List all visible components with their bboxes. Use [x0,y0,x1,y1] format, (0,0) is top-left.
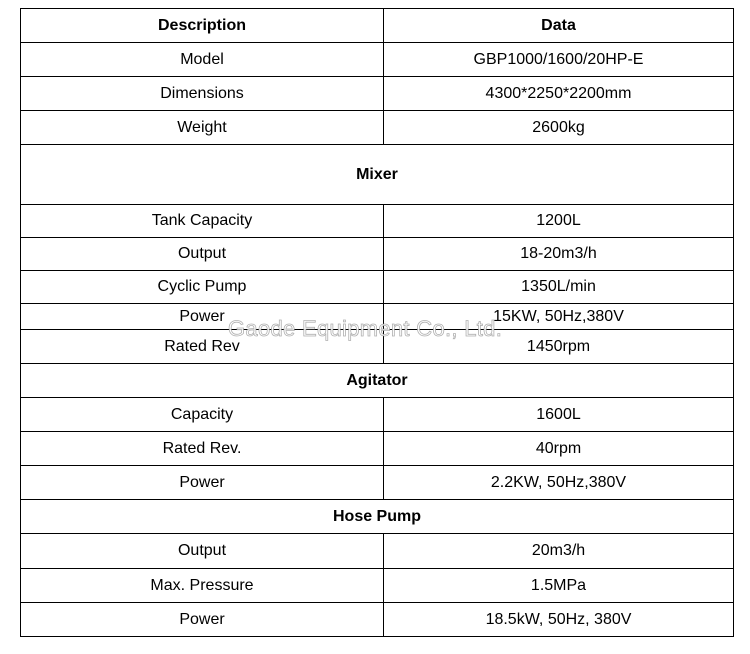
table-row [21,111,734,145]
table-row [21,398,734,432]
row-label: Max. Pressure [21,569,384,603]
row-label: Rated Rev. [21,432,384,466]
table-row [21,77,734,111]
header-data: Data [384,9,734,43]
section-row-mixer [21,145,734,205]
section-title-agitator: Agitator [21,364,734,398]
row-label: Model [21,43,384,77]
row-label: Rated Rev [21,330,384,364]
row-label: Output [21,534,384,569]
row-value: 18.5kW, 50Hz, 380V [384,603,734,637]
row-label: Power [21,466,384,500]
table-header-row [21,9,734,43]
table-row [21,534,734,569]
row-label: Power [21,603,384,637]
row-value: 20m3/h [384,534,734,569]
row-value: 1.5MPa [384,569,734,603]
section-title-hose-pump: Hose Pump [21,500,734,534]
watermark: Gaode Equipment Co., Ltd. [228,316,503,341]
row-value: 1350L/min [384,271,734,304]
header-description: Description [21,9,384,43]
row-value: 1200L [384,205,734,238]
row-value: GBP1000/1600/20HP-E [384,43,734,77]
spec-table [20,8,734,637]
table-row [21,432,734,466]
table-row [21,569,734,603]
section-row-agitator [21,364,734,398]
table-row [21,603,734,637]
row-value: 1600L [384,398,734,432]
row-label: Cyclic Pump [21,271,384,304]
row-value: 18-20m3/h [384,238,734,271]
section-row-hose-pump [21,500,734,534]
section-title-mixer: Mixer [21,145,734,205]
row-value: 4300*2250*2200mm [384,77,734,111]
row-value: 1450rpm [384,330,734,364]
row-label: Capacity [21,398,384,432]
row-label: Output [21,238,384,271]
row-value: 40rpm [384,432,734,466]
table-row [21,271,734,304]
row-value: 15KW, 50Hz,380V [384,304,734,330]
row-value: 2.2KW, 50Hz,380V [384,466,734,500]
row-value: 2600kg [384,111,734,145]
row-label: Dimensions [21,77,384,111]
table-row [21,304,734,330]
row-label: Tank Capacity [21,205,384,238]
table-row [21,330,734,364]
table-row [21,43,734,77]
table-row [21,205,734,238]
table-row [21,466,734,500]
row-label: Weight [21,111,384,145]
row-label: Power [21,304,384,330]
table-row [21,238,734,271]
